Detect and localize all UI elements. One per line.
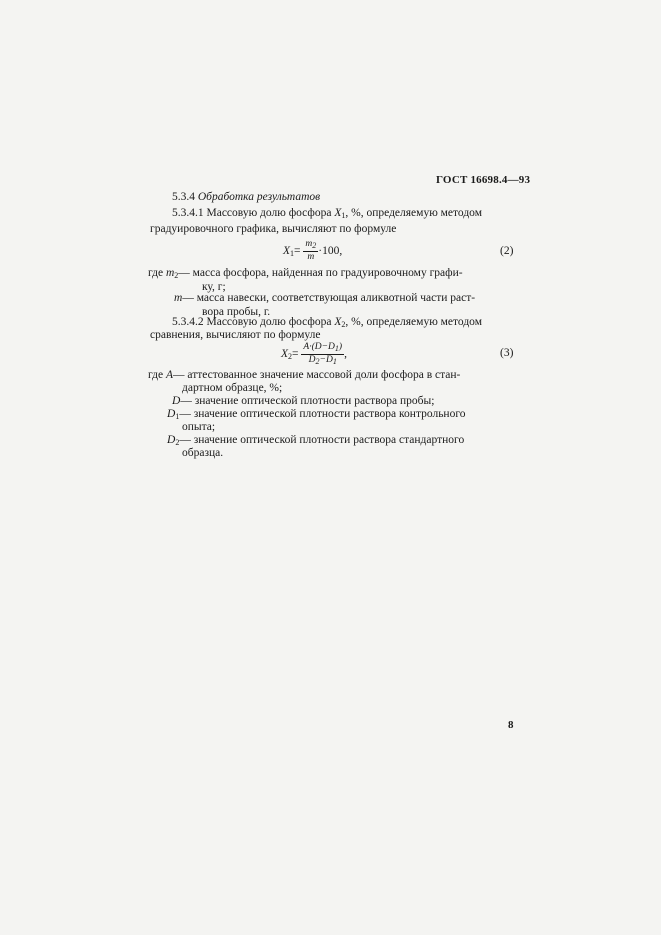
eq1-num-sub: 2: [312, 241, 317, 251]
where1-m2-line-1: [148, 266, 463, 283]
A-definition: — аттестованное значение массовой доли фосфора в стан-: [173, 369, 461, 381]
eq2-fraction: [301, 342, 344, 367]
p1-text: 5.3.4.1 Массовую долю фосфора: [172, 207, 332, 219]
var-D2: D: [167, 434, 176, 446]
equation-2: [283, 238, 342, 267]
p1-var: X: [334, 207, 342, 219]
where1-m-line-1: [174, 291, 475, 305]
paragraph-2-line-2: сравнения, вычисляют по формуле: [150, 329, 321, 341]
where-word-2: где: [148, 369, 164, 381]
eq2-lhs-sub: 2: [288, 352, 293, 361]
eq2-num-sub: 1: [334, 343, 339, 353]
p2-var: X: [334, 316, 342, 328]
eq2-lhs: X: [281, 348, 289, 360]
eq2-num-text: A·(D−D: [303, 341, 335, 352]
where2-D1-line-2: опыта;: [182, 421, 216, 433]
where2-D2-line-2: образца.: [182, 447, 224, 459]
var-D1-sub: 1: [175, 412, 180, 421]
eq2-den-sub2: 1: [332, 356, 337, 366]
eq1-fraction: [303, 239, 318, 263]
eq2-equals: =: [292, 348, 299, 360]
eq2-num-close: ): [338, 341, 343, 352]
where1-m-line-2: вора пробы, г.: [202, 306, 271, 318]
eq1-lhs-sub: 1: [290, 249, 295, 258]
D-definition: — значение оптической плотности раствора пробы;: [180, 395, 435, 407]
paragraph-1-line-2: градуировочного графика, вычисляют по формуле: [150, 223, 397, 235]
p1-text-post: , %, определяемую методом: [345, 207, 482, 219]
eq1-equals: =: [294, 245, 301, 257]
section-heading: [172, 190, 320, 204]
equation-number-3: (3): [500, 347, 514, 359]
where2-A-line-2: дартном образце, %;: [182, 382, 283, 394]
eq1-numerator: [303, 239, 318, 252]
paragraph-1-line-1: [172, 206, 482, 223]
var-m2: m: [165, 267, 175, 279]
equation-number-2: (2): [500, 245, 514, 257]
p2-text-post: , %, определяемую методом: [345, 316, 482, 328]
where2-A-line-1: [148, 368, 460, 382]
eq1-lhs: X: [283, 245, 291, 257]
eq1-num-var: m: [305, 239, 313, 250]
m2-definition: — масса фосфора, найденная по градуировочному графи-: [178, 267, 463, 279]
eq2-den-var: D: [308, 354, 316, 365]
section-number: 5.3.4: [172, 191, 195, 203]
p2-text: 5.3.4.2 Массовую долю фосфора: [172, 316, 332, 328]
var-D: D: [172, 395, 181, 407]
eq2-numerator: [301, 342, 344, 355]
var-D2-sub: 2: [175, 438, 180, 447]
eq1-denominator: m: [307, 252, 315, 263]
equation-3: [281, 341, 347, 370]
where2-D-line: [172, 394, 434, 408]
section-title: Обработка результатов: [197, 191, 321, 203]
D1-definition: — значение оптической плотности раствора контрольного: [179, 408, 466, 420]
var-D1: D: [167, 408, 176, 420]
var-A: A: [165, 369, 174, 381]
where-word: где: [148, 267, 164, 279]
p1-sub: 1: [341, 211, 346, 220]
eq2-den-mid: −D: [319, 354, 333, 365]
eq2-denominator: [301, 355, 344, 367]
where1-m2-line-2: ку, г;: [202, 281, 226, 293]
eq2-tail: ,: [344, 348, 347, 360]
m-definition: — масса навески, соответствующая аликвотной части раст-: [182, 292, 476, 304]
eq1-tail: ·100,: [318, 245, 343, 257]
var-m2-sub: 2: [174, 271, 179, 280]
standard-header: ГОСТ 16698.4—93: [436, 174, 531, 186]
var-m: m: [174, 292, 183, 304]
eq2-den-sub: 2: [315, 356, 320, 366]
D2-definition: — значение оптической плотности раствора стандартного: [179, 434, 465, 446]
p2-sub: 2: [341, 320, 346, 329]
page-number: 8: [508, 719, 514, 731]
